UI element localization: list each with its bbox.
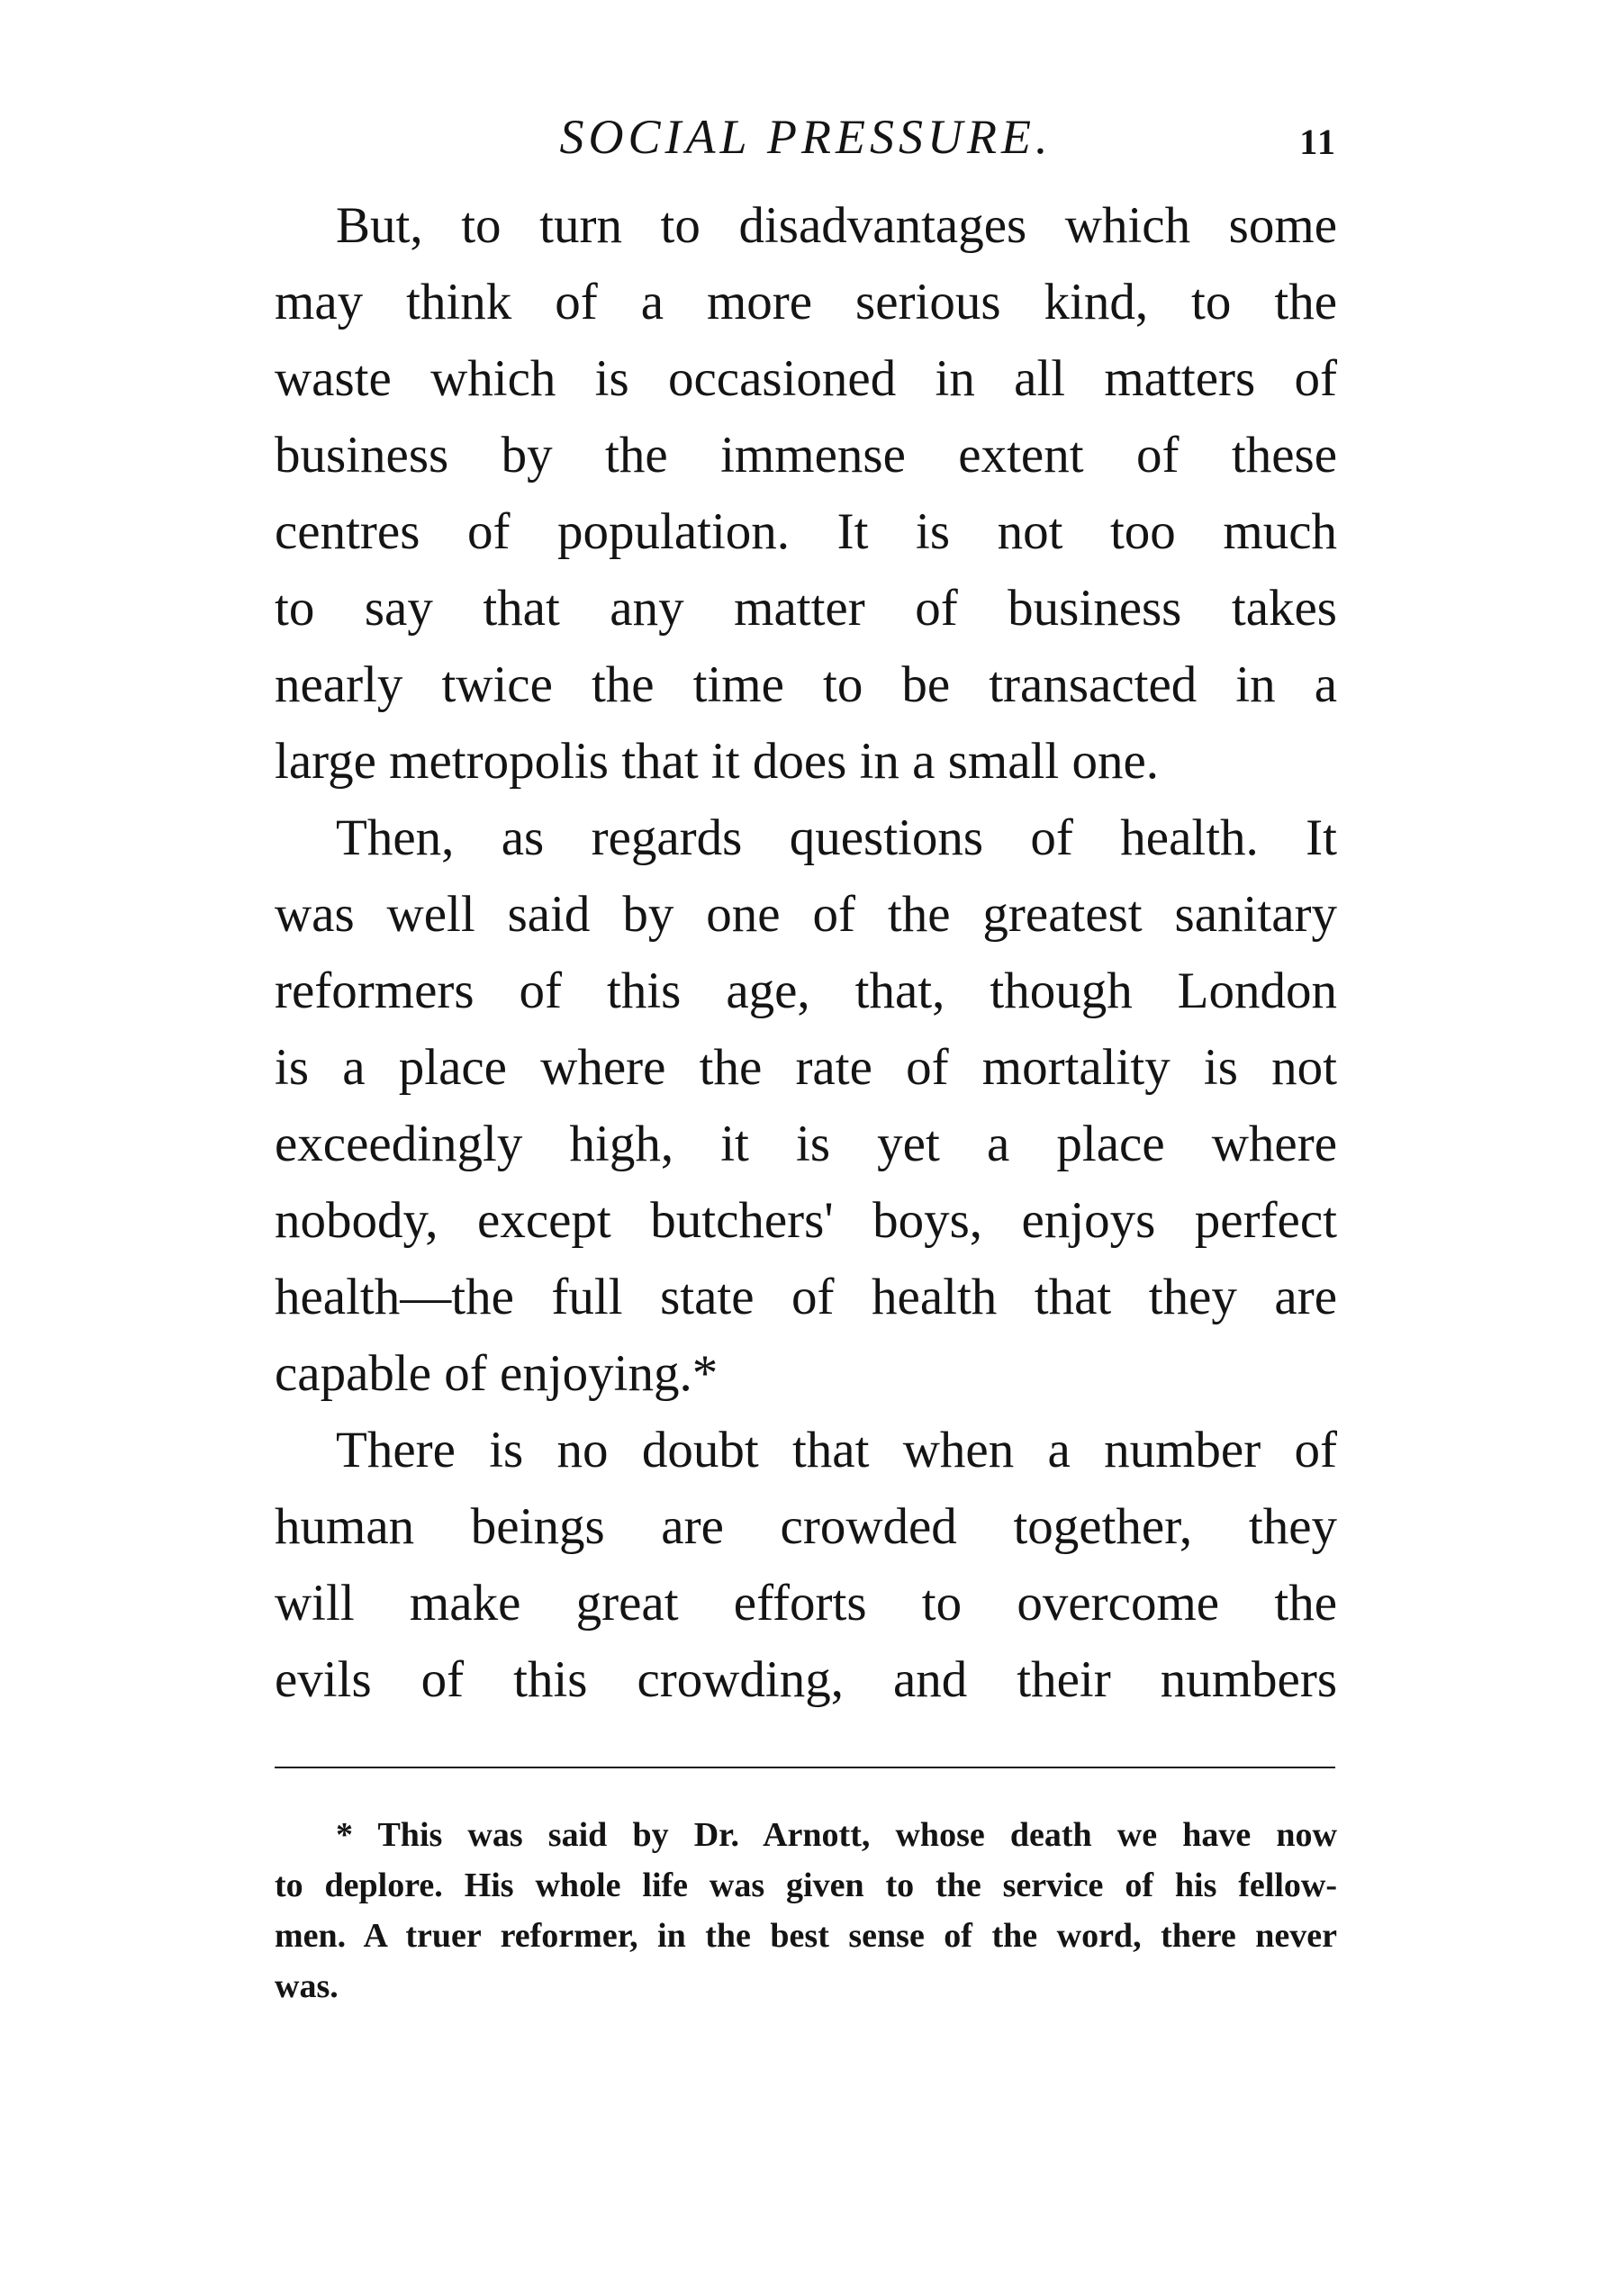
text-line: may think of a more serious kind, to the	[275, 274, 1337, 330]
text-line: will make great efforts to overcome the	[275, 1575, 1337, 1632]
running-title: SOCIAL PRESSURE.	[559, 110, 1053, 164]
text-line: human beings are crowded together, they	[275, 1498, 1337, 1555]
text-line: is a place where the rate of mortality is not	[275, 1039, 1337, 1096]
text-line: exceedingly high, it is yet a place where	[275, 1116, 1337, 1172]
footnote-line: * This was said by Dr. Arnott, whose death we have now	[336, 1816, 1337, 1854]
text-line: large metropolis that it does in a small one.	[275, 733, 1159, 790]
text-line: business by the immense extent of these	[275, 427, 1337, 484]
text-line: nearly twice the time to be transacted in a	[275, 656, 1337, 713]
running-head	[275, 101, 1337, 173]
text-line: to say that any matter of business takes	[275, 580, 1337, 637]
footnote-line: men. A truer reformer, in the best sense of the word, there never	[275, 1917, 1337, 1955]
body-text	[275, 187, 1337, 1718]
text-line: nobody, except butchers' boys, enjoys perfect	[275, 1192, 1337, 1249]
text-line: waste which is occasioned in all matters of	[275, 350, 1337, 407]
footnote	[275, 1810, 1337, 2011]
text-line: centres of population. It is not too much	[275, 503, 1337, 560]
footnote-line: was.	[275, 1967, 339, 2005]
text-line: Then, as regards questions of health. It	[336, 809, 1337, 866]
footnote-line: to deplore. His whole life was given to the service of his fellow-	[275, 1867, 1337, 1904]
text-line: health—the full state of health that they are	[275, 1269, 1337, 1325]
text-line: was well said by one of the greatest sanitary	[275, 886, 1337, 943]
footnote-rule	[275, 1767, 1335, 1768]
text-line: But, to turn to disadvantages which some	[336, 197, 1337, 254]
text-line: evils of this crowding, and their numbers	[275, 1651, 1337, 1708]
text-line: capable of enjoying.*	[275, 1345, 719, 1402]
text-line: There is no doubt that when a number of	[336, 1422, 1337, 1478]
text-line: reformers of this age, that, though London	[275, 963, 1337, 1019]
page-number: 11	[1299, 122, 1337, 162]
